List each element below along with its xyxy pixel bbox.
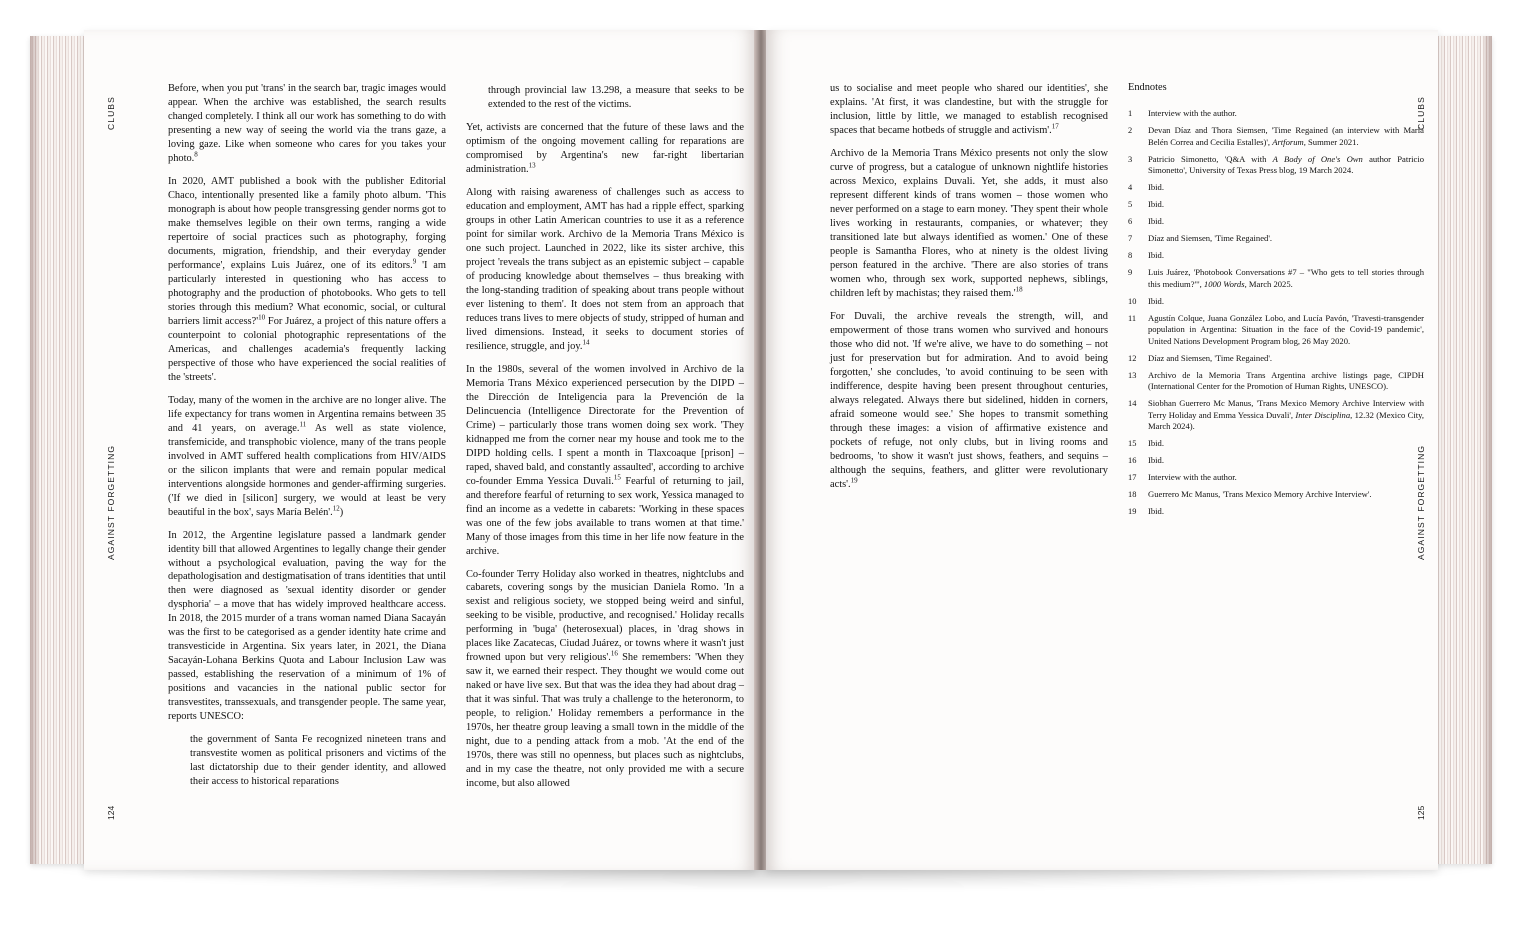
endnote-number: 3	[1128, 154, 1133, 164]
page-right	[766, 30, 1438, 870]
endnote-item	[1128, 489, 1424, 501]
endnote-text: Archivo de la Memoria Trans Argentina archive listings page, CIPDH (International Center for the Promotion of Human Rights, UNESCO).	[1148, 369, 1424, 392]
endnote-item	[1128, 267, 1424, 290]
endnote-number: 9	[1128, 268, 1133, 278]
endnote-number: 5	[1128, 200, 1133, 210]
running-head-right-title: AGAINST FORGETTING	[1416, 444, 1426, 560]
endnote-item	[1128, 398, 1424, 433]
endnote-number: 10	[1128, 296, 1137, 306]
endnote-text: Ibid.	[1148, 295, 1164, 306]
endnote-number: 13	[1128, 370, 1137, 380]
endnote-number: 8	[1128, 251, 1133, 261]
endnote-item	[1128, 296, 1424, 308]
endnote-text: Díaz and Siemsen, 'Time Regained'.	[1148, 233, 1273, 244]
endnote-number: 14	[1128, 399, 1137, 409]
endnote-number: 19	[1128, 507, 1137, 517]
endnote-item	[1128, 199, 1424, 211]
paragraph: Co-founder Terry Holiday also worked in theatres, nightclubs and cabarets, covering songs by the musician Daniela Romo. 'In a sexist and religious society, we stopped being weird and sinful, seeking to be visible, productive, and recognised.' Holiday recalls performing in 'buga' (heterosexual) places, in 'drag shows in places like Zacatecas, Ciudad Juárez, or towns where it wasn't just frowned upon but very religious'.$^{16}$ She remembers: 'When they saw it, we earned their respect. They thought we would come out naked or have live sex. But that was the idea they had about drag – that it was sinful. That was truly a challenge to the heteronorm, to people, to religion.' Holiday remembers a performance in the 1970s, her theatre group leaving a small town in the middle of the night, due to a pending attack from a mob. 'At the end of the 1970s, there was still no openness, but places such as nightclubs, and in my case the theatre, not only provided me with a secure income, but also allowed	[466, 568, 744, 790]
endnote-text: Patricio Simonetto, 'Q&A with A Body of One's Own author Patricio Simonetto', University of Texas Press blog, 19 March 2024.	[1148, 153, 1425, 176]
endnote-text: Ibid.	[1148, 506, 1164, 517]
endnote-text: Ibid.	[1148, 199, 1164, 210]
endnote-text: Ibid.	[1148, 455, 1164, 466]
endnote-text: Agustín Colque, Juana González Lobo, and Lucía Pavón, 'Travesti-transgender population in Argentina: Situation in the face of the Covid-19 pandemic', United Nations Development Program blog, 26 May 2020.	[1148, 312, 1424, 346]
paragraph: For Duvali, the archive reveals the strength, will, and empowerment of those trans women who survived and honours those who did not. 'If we're alive, we have to do something – not just for preservation but for admiration. And to avoid being forgotten,' she concludes, 'to avoid continuing to be seen with indifference, despite having been present throughout centuries, always relegated. Always there but sidelined, hidden in corners, afraid someone would see.' She hopes to transmit something through these images: a vision of affirmative existence and pockets of refuge, not only clubs, but in living rooms and bedrooms, 'to show it wasn't just shows, feathers, and sequins – although the sequins, feathers, and glitter were revolutionary acts'.$^{19}$	[830, 310, 1108, 490]
endnote-item	[1128, 216, 1424, 228]
endnote-text: Ibid.	[1148, 250, 1164, 261]
endnotes-heading: Endnotes	[1128, 82, 1167, 93]
endnote-number: 17	[1128, 473, 1137, 483]
endnote-item	[1128, 250, 1424, 262]
book-spread	[30, 30, 1492, 870]
paragraph: In 2012, the Argentine legislature passed a landmark gender identity bill that allowed Argentines to legally change their gender without a psychological evaluation, paving the way for the depathologisation and destigmatisation of trans identities that until then were diagnosed as 'sexual identity disorder or gender dysphoria' – a move that has widely improved healthcare access. In 2018, the 2015 murder of a trans woman named Diana Sacayán was the first to be categorised as a gender identity hate crime and transvesticide in Argentina. Six years later, in 2021, the Diana Sacayán-Lohana Berkins Quota and Labour Inclusion Law was passed, establishing the reservation of a minimum of 1% of positions and vacancies in the national public sector for transvestites, transsexuals, and transgender people. The same year, reports UNESCO:	[168, 529, 446, 723]
endnote-item	[1128, 108, 1424, 120]
endnote-text: Díaz and Siemsen, 'Time Regained'.	[1148, 352, 1273, 363]
endnote-item	[1128, 455, 1424, 467]
endnotes-list	[1128, 108, 1424, 523]
endnote-text: Interview with the author.	[1148, 108, 1237, 118]
right-page-column-1	[830, 82, 1108, 501]
endnote-text: Interview with the author.	[1148, 472, 1237, 483]
endnote-number: 16	[1128, 456, 1137, 466]
paragraph: Along with raising awareness of challenges such as access to education and employment, AMT has had a ripple effect, sparking groups in other Latin American countries to use it as a reference point for similar work. Archivo de la Memoria Trans México is one such project. Launched in 2022, like its sister archive, this project 'reveals the trans subject as an epistemic subject – capable of producing knowledge about themselves – thus breaking with the long-standing tradition of speaking about trans people without ever listening to them'. It does not stem from an approach that reduces trans lives to mere objects of study, stripped of human and lived dimensions. Instead, it seeks to document stories of resilience, struggle, and joy.$^{14}$	[466, 186, 744, 352]
running-head-left-title: AGAINST FORGETTING	[106, 444, 116, 560]
paragraph: In the 1980s, several of the women involved in Archivo de la Memoria Trans México experienced persecution by the DIPD – the Dirección de Inteligencia para la Prevención de la Delincuencia (Intelligence Directorate for the Prevention of Crime) – particularly those trans women doing sex work. 'They kidnapped me from the corner near my house and took me to the DIPD holding cells. I spent a month in Tlaxcoaque [prison] – raped, shaved bald, and constantly assaulted', according to archive co-founder Emma Yessica Duvali.$^{15}$ Fearful of returning to jail, and therefore fearful of returning to sex work, Yessica managed to find an income as a vedette in cabarets: 'Working in these spaces was one of the few jobs available to trans women at that time.' Many of those images from this time in her life now feature in the archive.	[466, 363, 744, 557]
endnote-text: Devan Díaz and Thora Siemsen, 'Time Regained (an interview with María Belén Correa and Cecilia Estalles)', Artforum, Summer 2021.	[1148, 125, 1424, 147]
endnote-number: 15	[1128, 439, 1137, 449]
endnote-item	[1128, 472, 1424, 484]
endnote-number: 11	[1128, 313, 1137, 323]
endnote-text: Ibid.	[1148, 182, 1164, 193]
endnote-number: 18	[1128, 490, 1137, 500]
endnote-number: 4	[1128, 183, 1133, 193]
endnote-text: Guerrero Mc Manus, 'Trans Mexico Memory Archive Interview'.	[1148, 489, 1372, 500]
endnote-number: 1	[1128, 109, 1133, 118]
paragraph: Archivo de la Memoria Trans México presents not only the slow curve of progress, but a catalogue of unknown nightlife histories across Mexico, explains Duvali. Yet, she adds, it must also represent different kinds of trans women – those women who never performed on a stage to earn money. 'They spent their whole lives working in restaurants, companies, or whatever; they transitioned late but always identified as women.' One of these people is Samantha Flores, who at ninety is the oldest living person featured in the archive. 'There are also stories of trans women who, through sex work, supported nephews, siblings, children left by machistas; they raised $them.'^{18}$	[830, 147, 1108, 299]
endnote-text: Ibid.	[1148, 216, 1164, 227]
endnote-item	[1128, 313, 1424, 348]
endnote-item	[1128, 353, 1424, 365]
paragraph: us to socialise and meet people who shared our identities', she explains. 'At first, it was clandestine, but with the struggle for inclusion, little by little, we managed to establish recognised spaces that became hotbeds of struggle and activism'.$^{17}$	[830, 83, 1108, 136]
folio-left: 124	[106, 805, 116, 820]
endnote-item	[1128, 506, 1424, 518]
endnote-text: Luis Juárez, 'Photobook Conversations #7 – "Who gets to tell stories through this medium?"', 1000 Words, March 2025.	[1148, 267, 1424, 289]
running-head-left-clubs: CLUBS	[106, 96, 116, 130]
endnote-item	[1128, 125, 1424, 148]
running-head-right-clubs: CLUBS	[1416, 96, 1426, 130]
endnote-item	[1128, 233, 1424, 245]
block-quote-continued: through provincial law 13.298, a measure that seeks to be extended to the rest of the victims.	[488, 85, 744, 110]
endnote-number: 7	[1128, 234, 1133, 244]
paragraph: In 2020, AMT published a book with the publisher Editorial Chaco, intentionally presented like a family photo album. 'This monograph is about how people transgressing gender norms got to make themselves legible on their own terms, ranging a wide repertoire of social practices such as photography, forging documents, migration, friendship, and their everyday gender performance', explains Luis Juárez, one of its editors.$^9$ 'I am particularly interested in questioning who has access to photography and the production of photobooks. Who gets to tell stories through this medium? What economic, social, or cultural barriers limit $access?'^{10}$ For Juárez, a project of this nature offers a counterpoint to colonial photographic representations of the Americas, and challenges academia's frequently lacking perspective of those who have experienced the social realities of the 'streets'.	[168, 175, 446, 383]
endnote-number: 12	[1128, 353, 1137, 363]
endnote-item	[1128, 370, 1424, 393]
paragraph: Yet, activists are concerned that the future of these laws and the optimism of the ongoing movement calling for reparations are compromised by Argentina's new far-right libertarian administration.$^{13}$	[466, 121, 744, 175]
endnote-item	[1128, 154, 1424, 177]
endnote-text: Siobhan Guerrero Mc Manus, 'Trans Mexico Memory Archive Interview with Terry Holiday and Emma Yessica Duvali', Inter Disciplina, 12.32 (Mexico City, March 2024).	[1148, 398, 1424, 432]
endnote-number: 6	[1128, 217, 1133, 227]
left-page-column-1	[168, 82, 446, 798]
endnote-item	[1128, 182, 1424, 194]
endnote-number: 2	[1128, 126, 1133, 136]
endnote-text: Ibid.	[1148, 438, 1164, 449]
block-quote: the government of Santa Fe recognized nineteen trans and transvestite women as political prisoners and victims of the last dictatorship due to their gender identity, and allowed their access to historical reparations	[190, 734, 446, 788]
paragraph: Before, when you put 'trans' in the search bar, tragic images would appear. When the archive was established, the search results changed completely. I think all our work has something to do with presenting a new way of seeing the world via the trans gaze, a loving gaze. Like when someone who cares for you takes your photo.$^8$	[168, 83, 446, 164]
endnote-item	[1128, 438, 1424, 450]
paragraph: Today, many of the women in the archive are no longer alive. The life expectancy for trans women in Argentina remains between 35 and 41 years, on average.$^{11}$ As well as state violence, transfemicide, and transphobic violence, many of the trans people involved in AMT suffered health complications from HIV/AIDS or the silicon implants that were and remain popular medical interventions alongside hormones and gender-affirming surgeries. ('If we died in [silicon] surgery, we would at least be very beautiful in the box', says María Belén'.$^{12}$)	[168, 394, 447, 518]
left-page-column-2	[466, 82, 744, 800]
page-left	[84, 30, 756, 870]
folio-right: 125	[1416, 805, 1426, 820]
